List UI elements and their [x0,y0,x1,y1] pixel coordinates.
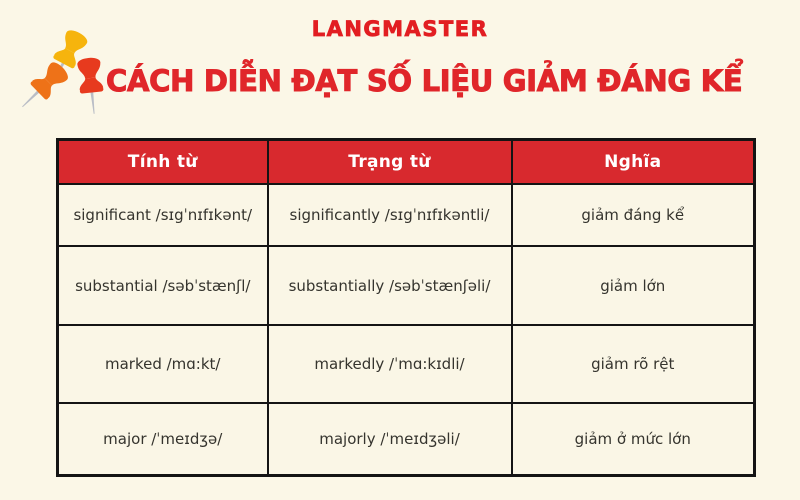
table-header-row [58,140,755,185]
column-header-adjective: Tính từ [58,140,268,185]
adverb-cell: significantly /sɪgˈnɪfɪkəntli/ [268,184,512,246]
table-row [58,325,755,403]
adverb-cell: majorly /ˈmeɪdʒəli/ [268,403,512,476]
orange-pushpin-icon [14,59,71,115]
table-row [58,246,755,325]
adjective-cell: significant /sɪgˈnɪfɪkənt/ [58,184,268,246]
adjective-cell: marked /mɑ:kt/ [58,325,268,403]
vocab-table [56,138,756,477]
brand-logo: LANGMASTER [311,17,489,41]
red-pushpin-icon [77,57,106,115]
column-header-meaning: Nghĩa [512,140,755,185]
meaning-cell: giảm lớn [512,246,755,325]
adverb-cell: substantially /səbˈstænʃəli/ [268,246,512,325]
meaning-cell: giảm ở mức lớn [512,403,755,476]
adjective-cell: major /ˈmeɪdʒə/ [58,403,268,476]
page-title: CÁCH DIỄN ĐẠT SỐ LIỆU GIẢM ĐÁNG KỂ [106,64,743,98]
meaning-cell: giảm rõ rệt [512,325,755,403]
table-row [58,184,755,246]
meaning-cell: giảm đáng kể [512,184,755,246]
adjective-cell: substantial /səbˈstænʃl/ [58,246,268,325]
table-row [58,403,755,476]
column-header-adverb: Trạng từ [268,140,512,185]
adverb-cell: markedly /ˈmɑ:kɪdli/ [268,325,512,403]
